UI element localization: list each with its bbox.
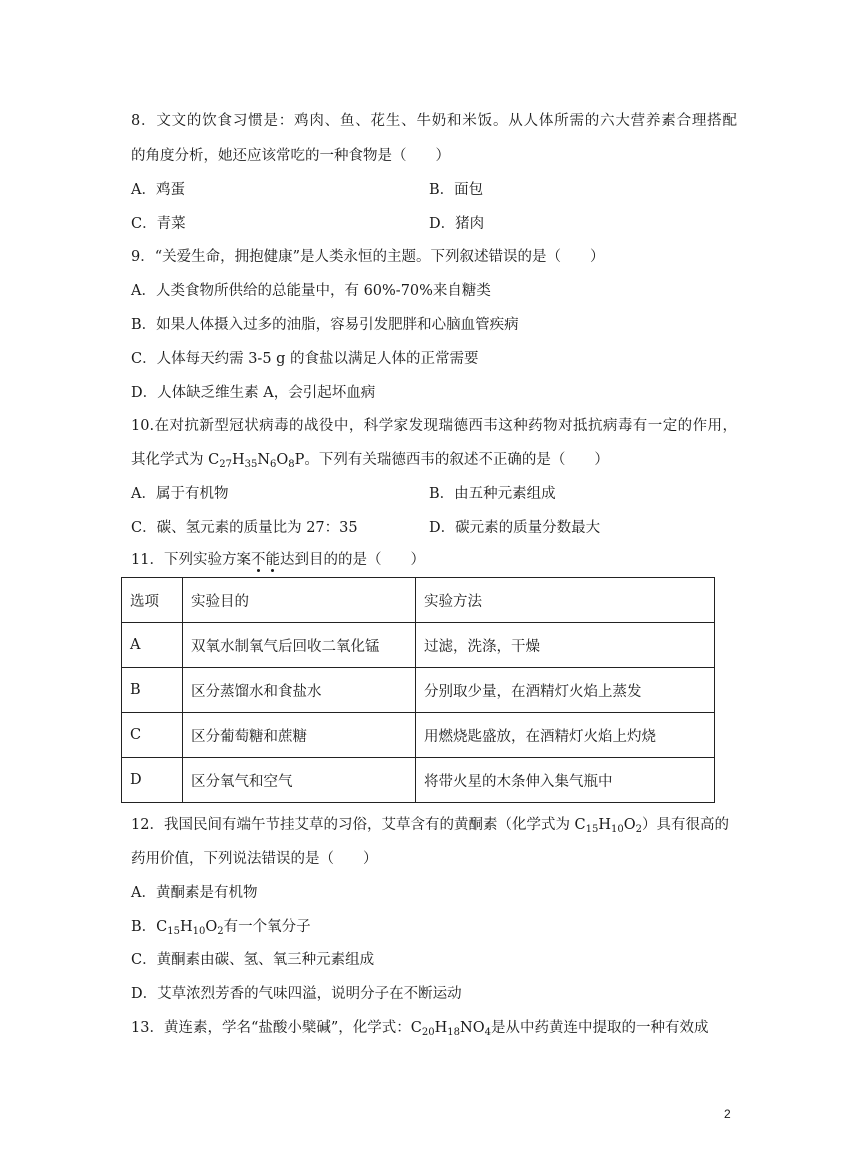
q10-option-d: D．碳元素的质量分数最大 bbox=[429, 520, 601, 536]
q9-option-d: D．人体缺乏维生素 A，会引起坏血病 bbox=[131, 385, 376, 401]
q12-option-c: C．黄酮素由碳、氢、氧三种元素组成 bbox=[131, 952, 375, 968]
table-cell: 用燃烧匙盛放，在酒精灯火焰上灼烧 bbox=[416, 713, 715, 758]
table-row bbox=[122, 758, 715, 803]
q12-option-b: B．$C_{15}H_{10}O_2$有一个氧分子 bbox=[131, 919, 311, 937]
q13-stem: 13．黄连素，学名“盐酸小檗碱”，化学式：$C_{20}H_{18}NO_4$是从中药黄连中提取的一种有效成 bbox=[131, 1020, 709, 1038]
q8-stem-line2: 的角度分析，她还应该常吃的一种食物是（ ） bbox=[131, 148, 450, 164]
table-cell: 区分葡萄糖和蔗糖 bbox=[183, 713, 416, 758]
table-cell: A bbox=[122, 623, 183, 668]
table-cell: 双氧水制氧气后回收二氧化锰 bbox=[183, 623, 416, 668]
table-row bbox=[122, 713, 715, 758]
q11-stem: 11．下列实验方案不能达到目的的是（ ） bbox=[131, 552, 425, 568]
q9-option-c: C．人体每天约需 3-5 g 的食盐以满足人体的正常需要 bbox=[131, 351, 479, 367]
table-cell: 区分氧气和空气 bbox=[183, 758, 416, 803]
q8-option-b: B．面包 bbox=[429, 182, 484, 198]
q12-stem-line1: 12．我国民间有端午节挂艾草的习俗，艾草含有的黄酮素（化学式为 $C_{15}H_{10}O_2$）具有很高的 bbox=[131, 817, 730, 835]
table-cell: C bbox=[122, 713, 183, 758]
q8-option-d: D．猪肉 bbox=[429, 216, 485, 232]
table-header-cell: 实验方法 bbox=[416, 578, 715, 623]
q10-stem-line1: 10.在对抗新型冠状病毒的战役中，科学家发现瑞德西韦这种药物对抵抗病毒有一定的作用， bbox=[131, 418, 737, 434]
table-header-cell: 选项 bbox=[122, 578, 183, 623]
emphasis-dot-2: 能 bbox=[265, 552, 280, 568]
table-cell: D bbox=[122, 758, 183, 803]
q8-option-c: C．青菜 bbox=[131, 216, 186, 232]
q9-stem: 9．“关爱生命，拥抱健康”是人类永恒的主题。下列叙述错误的是（ ） bbox=[131, 249, 605, 265]
q9-option-a: A．人类食物所供给的总能量中，有 60%-70%来自糖类 bbox=[131, 283, 491, 299]
experiment-table bbox=[121, 577, 715, 803]
q8-option-a: A．鸡蛋 bbox=[131, 182, 185, 198]
q12-option-a: A．黄酮素是有机物 bbox=[131, 885, 258, 901]
table-cell: 将带火星的木条伸入集气瓶中 bbox=[416, 758, 715, 803]
q12-stem-line2: 药用价值，下列说法错误的是（ ） bbox=[131, 851, 378, 867]
q9-option-b: B．如果人体摄入过多的油脂，容易引发肥胖和心脑血管疾病 bbox=[131, 317, 519, 333]
table-cell: 过滤，洗涤，干燥 bbox=[416, 623, 715, 668]
q10-option-a: A．属于有机物 bbox=[131, 486, 229, 502]
table-cell: 区分蒸馏水和食盐水 bbox=[183, 668, 416, 713]
table-cell: B bbox=[122, 668, 183, 713]
q8-stem-line1: 8．文文的饮食习惯是：鸡肉、鱼、花生、牛奶和米饭。从人体所需的六大营养素合理搭配 bbox=[131, 113, 737, 129]
q10-stem-line2: 其化学式为 $C_{27}H_{35}N_6O_8P$。下列有关瑞德西韦的叙述不正确的是（ ） bbox=[131, 452, 609, 470]
q12-option-d: D．艾草浓烈芳香的气味四溢，说明分子在不断运动 bbox=[131, 986, 462, 1002]
q10-option-b: B．由五种元素组成 bbox=[429, 486, 556, 502]
table-row bbox=[122, 668, 715, 713]
table-header-cell: 实验目的 bbox=[183, 578, 416, 623]
emphasis-dot-1: 不 bbox=[250, 552, 266, 568]
table-header-row bbox=[122, 578, 715, 623]
table-cell: 分别取少量，在酒精灯火焰上蒸发 bbox=[416, 668, 715, 713]
page-number: 2 bbox=[724, 1107, 731, 1121]
q10-option-c: C．碳、氢元素的质量比为 27：35 bbox=[131, 520, 358, 536]
table-row bbox=[122, 623, 715, 668]
